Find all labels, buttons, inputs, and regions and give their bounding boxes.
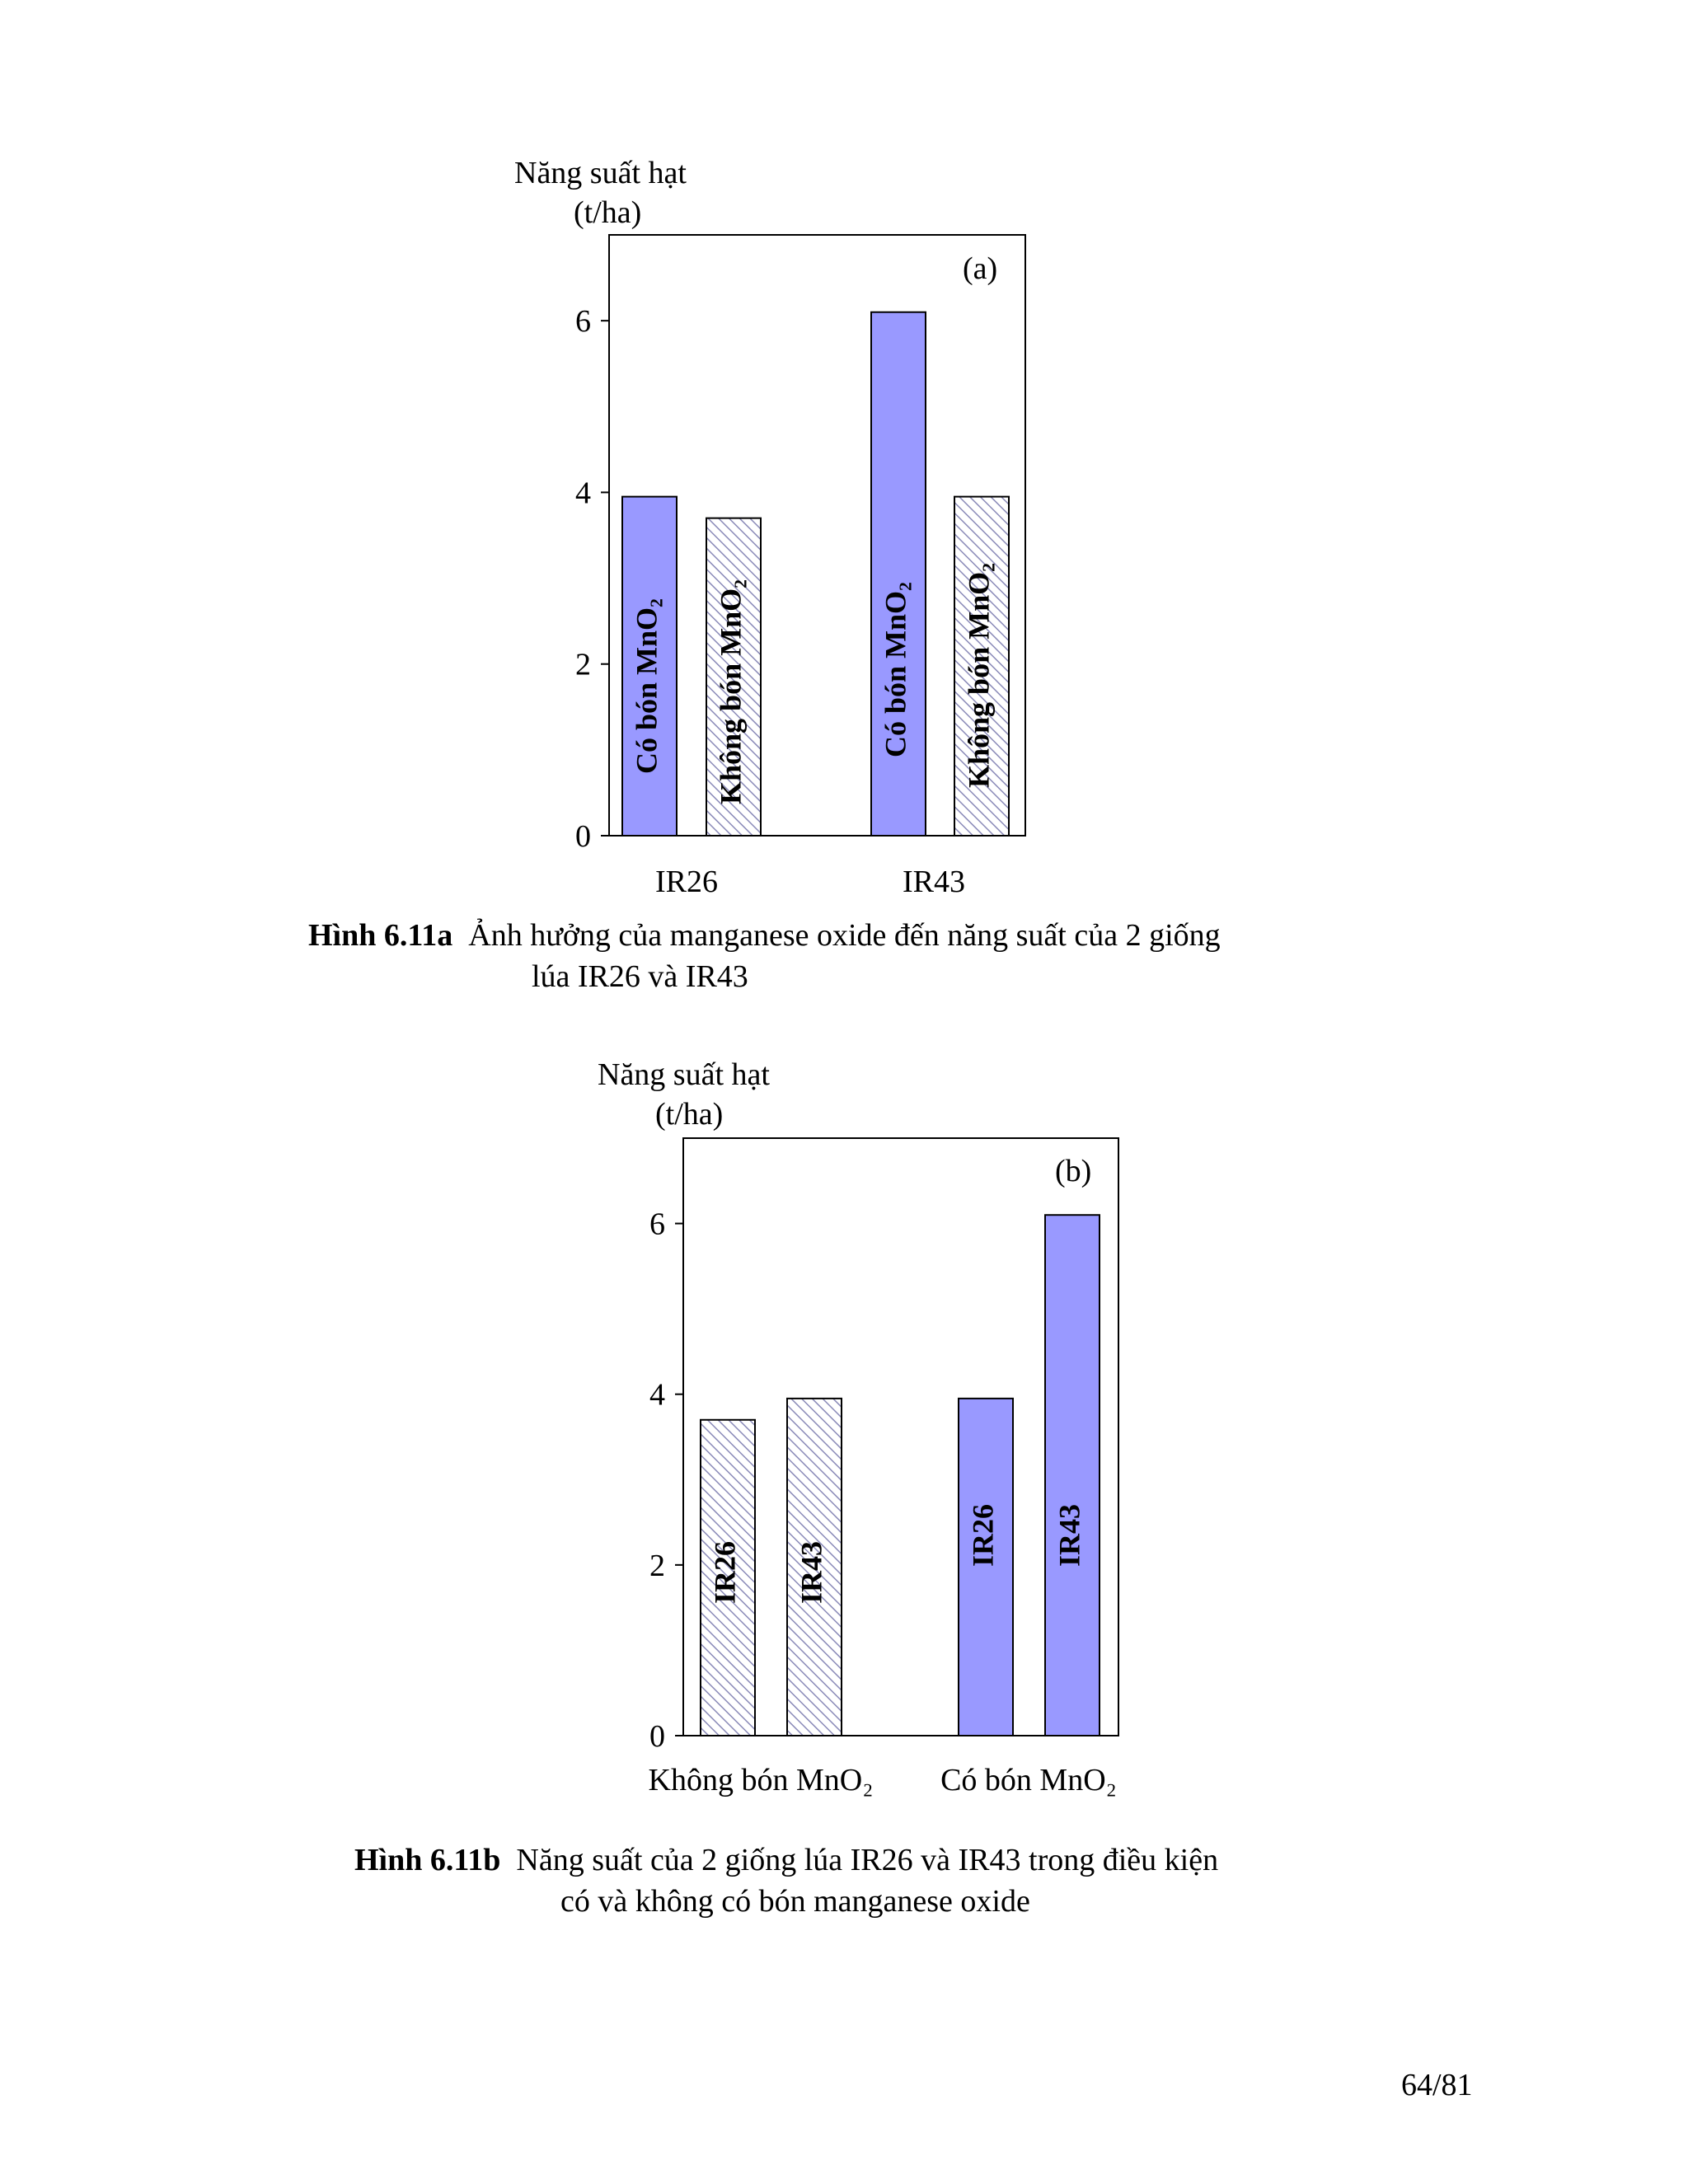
chart-b-ytick-label: 4 [649,1377,665,1413]
chart-b-bars [701,1215,1100,1736]
caption-a-label: Hình 6.11a [308,918,453,953]
chart-a-bar-label: Không bón MnO₂ [962,563,996,788]
chart-b-ytick-label: 2 [649,1548,665,1583]
chart-a-ylabel-line1: Năng suất hạt [514,156,687,190]
chart-a-category-ir43: IR43 [903,865,965,899]
chart-a-bar-label: Có bón MnO₂ [630,598,663,774]
chart-b-ytick-label: 0 [649,1719,665,1754]
chart-a-ylabel-line2: (t/ha) [574,195,642,230]
caption-a [308,915,1221,956]
chart-b-panel-label: (b) [1055,1154,1092,1188]
chart-a-bar-label: Không bón MnO₂ [714,579,748,804]
chart-b-ylabel-line1: Năng suất hạt [598,1057,770,1092]
chart-b [598,1057,1118,1797]
chart-a-y-axis [575,304,609,854]
caption-b-line2: có và không có bón manganese oxide [560,1884,1030,1919]
chart-a-panel-label: (a) [963,251,998,286]
caption-a-continued [532,956,748,997]
caption-a-line2: lúa IR26 và IR43 [532,959,748,994]
caption-b-line1: Năng suất của 2 giống lúa IR26 và IR43 trong điều kiện [516,1843,1219,1877]
chart-b-category-co-bon: Có bón MnO₂ [940,1763,1117,1797]
caption-b-continued [560,1881,1030,1922]
chart-b-ytick-label: 6 [649,1207,665,1242]
chart-b-category-khong-bon: Không bón MnO₂ [648,1763,874,1797]
page-number: 64/81 [1401,2068,1473,2102]
chart-a-bars [622,312,1009,836]
chart-a [514,156,1025,899]
chart-a-ytick-label: 2 [575,647,591,682]
chart-a-ytick-label: 4 [575,476,591,511]
chart-b-bar-label: IR26 [708,1540,742,1604]
chart-a-ytick-label: 0 [575,819,591,854]
chart-b-bar-label: IR43 [795,1540,828,1604]
chart-a-bar-label: Có bón MnO₂ [879,582,912,757]
chart-b-ylabel-line2: (t/ha) [655,1097,724,1132]
chart-b-bar-label: IR26 [966,1503,1000,1567]
chart-b-bar [1045,1215,1100,1736]
caption-a-line1: Ảnh hưởng của manganese oxide đến năng suất của 2 giống [468,918,1221,953]
caption-b [354,1840,1218,1881]
chart-a-ytick-label: 6 [575,304,591,340]
chart-b-y-axis [649,1207,683,1754]
caption-b-label: Hình 6.11b [354,1843,501,1877]
chart-a-category-ir26: IR26 [655,865,718,899]
chart-b-bar-label: IR43 [1053,1503,1086,1567]
